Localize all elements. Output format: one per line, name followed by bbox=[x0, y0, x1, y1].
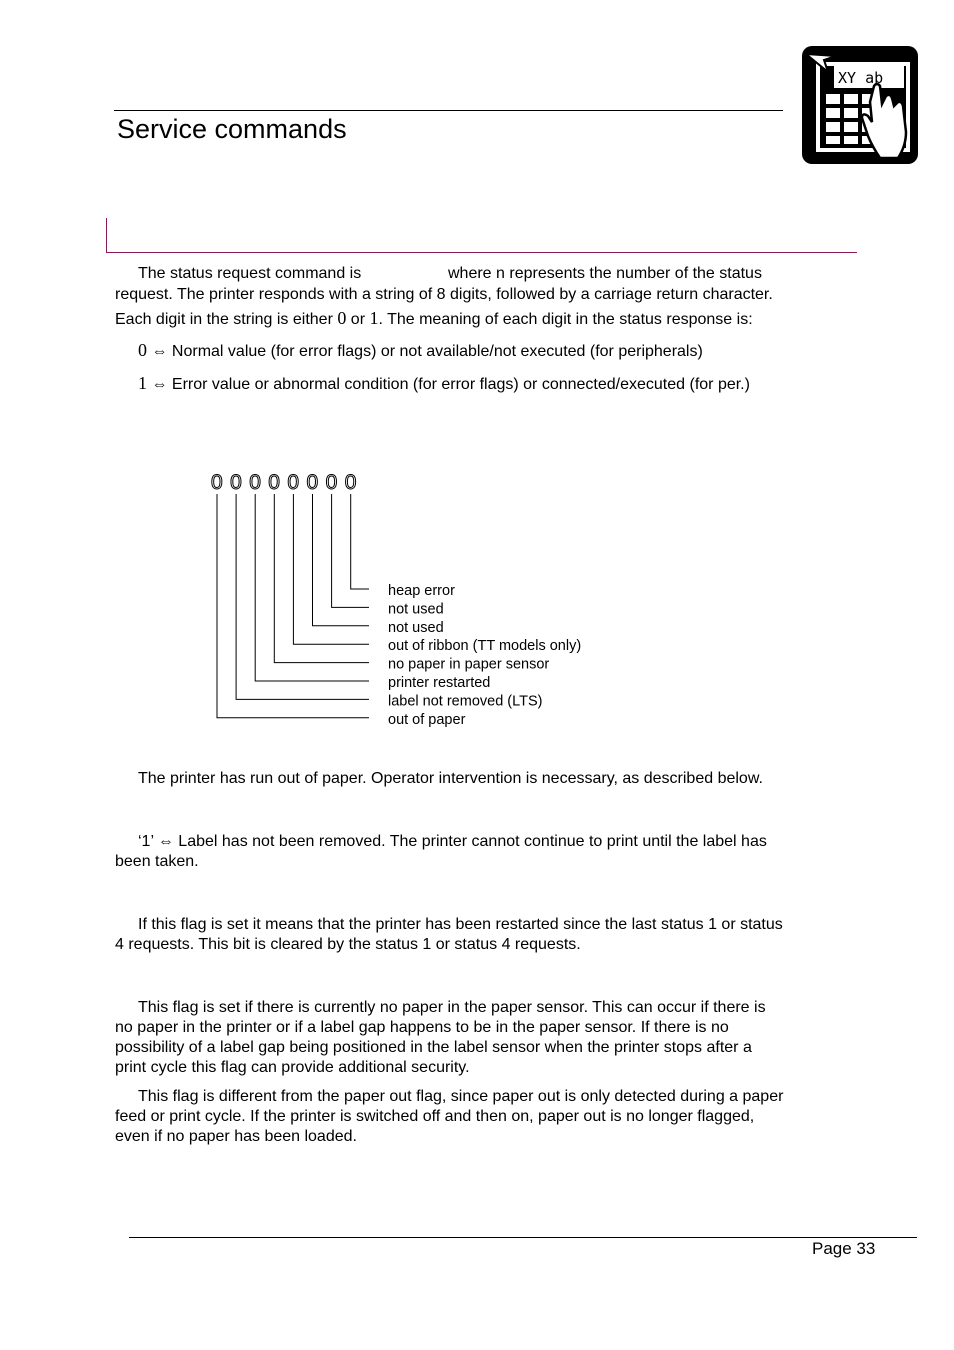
intro-line3-b: . The meaning of each digit in the status response is: bbox=[378, 311, 753, 328]
status-label-1: heap error bbox=[388, 583, 455, 599]
status-leader-line-7 bbox=[236, 494, 369, 699]
desc-no-paper-4: print cycle this flag can provide additional security. bbox=[115, 1059, 470, 1076]
status-label-8: out of paper bbox=[388, 711, 466, 728]
page-number: Page 33 bbox=[812, 1239, 876, 1258]
intro-digit-0: 0 bbox=[337, 308, 347, 328]
status-label-5: no paper in paper sensor bbox=[388, 656, 550, 673]
status-digit-7: 0 bbox=[325, 471, 338, 494]
status-digit-8: 0 bbox=[344, 471, 357, 494]
meaning-zero bbox=[138, 340, 703, 362]
intro-line1-b: where n represents the number of the status bbox=[448, 265, 762, 282]
desc-no-paper-1: This flag is set if there is currently no paper in the paper sensor. This can occur if there is bbox=[138, 999, 766, 1016]
status-leader-line-3 bbox=[313, 494, 370, 626]
meaning-zero-text: Normal value (for error flags) or not available/not executed (for peripherals) bbox=[171, 343, 703, 360]
desc-out-of-paper: The printer has run out of paper. Operator intervention is necessary, as described below. bbox=[138, 770, 763, 787]
desc-no-paper-2: no paper in the printer or if a label gap happens to be in the paper sensor. If there is no bbox=[115, 1019, 729, 1036]
status-digit-6: 0 bbox=[306, 471, 319, 494]
intro-or: or bbox=[350, 311, 366, 328]
meaning-one-text: Error value or abnormal condition (for error flags) or connected/executed (for per.) bbox=[171, 376, 750, 393]
status-label-3: not used bbox=[388, 619, 444, 636]
desc-diff-2: feed or print cycle. If the printer is switched off and then on, paper out is no longer flagged, bbox=[115, 1108, 755, 1125]
status-label-2: not used bbox=[388, 601, 444, 618]
subsection-rule-vertical bbox=[106, 218, 107, 253]
meaning-one bbox=[138, 373, 750, 395]
status-digit-5: 0 bbox=[287, 471, 300, 494]
status-digit-3: 0 bbox=[249, 471, 261, 494]
status-digit-2: 0 bbox=[230, 471, 242, 494]
status-label-6: printer restarted bbox=[388, 675, 491, 691]
status-digit-4: 0 bbox=[268, 471, 280, 494]
status-label-4: out of ribbon (TT models only) bbox=[388, 638, 582, 655]
desc-label-not-removed-2: been taken. bbox=[115, 853, 199, 870]
status-digit-1: 0 bbox=[211, 471, 223, 494]
double-arrow-icon: ⇔ bbox=[151, 343, 168, 360]
status-bits-diagram bbox=[205, 468, 625, 733]
double-arrow-icon: ⇔ bbox=[151, 376, 168, 393]
intro-line2: request. The printer responds with a string of 8 digits, followed by a carriage return character. bbox=[115, 286, 773, 303]
desc-restarted-2: 4 requests. This bit is cleared by the status 1 or status 4 requests. bbox=[115, 936, 581, 953]
calculator-hand-icon bbox=[802, 46, 918, 164]
logo-text: XY ab bbox=[838, 69, 884, 87]
intro-line3-a: Each digit in the string is either bbox=[115, 311, 333, 328]
desc-restarted-1: If this flag is set it means that the printer has been restarted since the last status 1 or status bbox=[138, 916, 783, 933]
meaning-one-digit: 1 bbox=[138, 373, 147, 393]
footer-rule bbox=[129, 1237, 917, 1238]
subsection-rule bbox=[106, 252, 857, 253]
desc-label-not-removed-1: ‘1’ ⇔ Label has not been removed. The printer cannot continue to print until the label has bbox=[138, 833, 767, 850]
header-rule bbox=[114, 110, 783, 111]
intro-line1-a: The status request command is bbox=[138, 265, 362, 282]
status-label-7: label not removed (LTS) bbox=[388, 693, 543, 710]
page-title: Service commands bbox=[117, 114, 347, 144]
desc-diff-3: even if no paper has been loaded. bbox=[115, 1128, 357, 1145]
status-leader-line-5 bbox=[274, 494, 369, 663]
status-leader-line-1 bbox=[351, 494, 369, 589]
meaning-zero-digit: 0 bbox=[138, 340, 147, 360]
desc-no-paper-3: possibility of a label gap being positioned in the label sensor when the printer stops after a bbox=[115, 1039, 752, 1056]
desc-diff-1: This flag is different from the paper out flag, since paper out is only detected during a paper bbox=[138, 1088, 784, 1105]
intro-line3 bbox=[115, 308, 753, 330]
intro-digit-1: 1 bbox=[369, 308, 379, 328]
